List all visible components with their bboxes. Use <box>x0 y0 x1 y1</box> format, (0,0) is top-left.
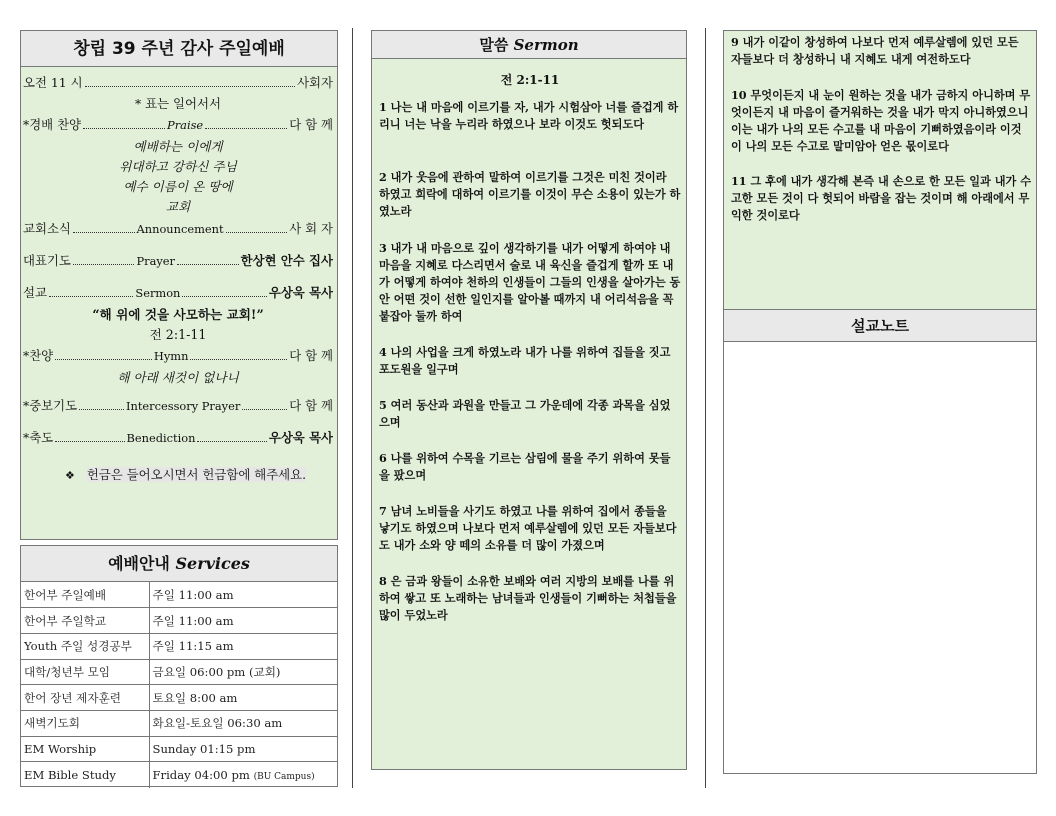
praise-song-4: 교회 <box>165 199 191 214</box>
benediction-label: *축도 <box>23 430 54 445</box>
table-row: 한어부 주일학교 주일 11:00 am <box>21 608 337 634</box>
announcement-leader: 사 회 자 <box>289 221 333 236</box>
prayer-leader: 한상현 안수 집사 <box>240 253 333 268</box>
sermon-reference: 전 2:1-11 <box>149 327 207 342</box>
services-title: 예배안내 Services <box>21 546 337 582</box>
verse: 4 나의 사업을 크게 하였노라 내가 나를 위하여 집들을 짓고 포도원을 일구며 <box>379 345 671 376</box>
verse: 9 내가 이같이 창성하여 나보다 먼저 예루살렘에 있던 모든 자들보다 더 창성하니 내 지혜도 내게 여전하도다 <box>731 35 1019 66</box>
praise-label: *경배 찬양 <box>23 117 82 132</box>
hymn-row <box>23 346 333 367</box>
sermon-notes-title: 설교노트 <box>723 310 1037 342</box>
verse: 7 남녀 노비들을 사기도 하였고 나를 위하여 집에서 종들을 낳기도 하였으며 나보다 먼저 예루살렘에 있던 모든 자들보다도 내가 소와 양 떼의 소유를 더 많이 가졌으며 <box>379 504 677 552</box>
praise-song-1: 예배하는 이에게 <box>133 139 223 154</box>
standing-note-row <box>23 94 333 115</box>
praise-song-3: 예수 이름이 온 땅에 <box>123 179 233 194</box>
passage-reference: 전 2:1-11 <box>500 73 560 87</box>
hymn-title: 해 아래 새것이 없나니 <box>117 370 239 385</box>
table-row: 한어부 주일예배 주일 11:00 am <box>21 582 337 608</box>
praise-song-2: 위대하고 강하신 주님 <box>119 159 237 174</box>
verse: 8 은 금과 왕들이 소유한 보배와 여러 지방의 보배를 나를 위하여 쌓고 또 노래하는 남녀들과 인생들이 기뻐하는 처첩들을 많이 두었노라 <box>379 574 677 622</box>
intercessory-label: *중보기도 <box>23 398 78 413</box>
hymn-leader: 다 함 께 <box>289 348 333 363</box>
benediction-english: Benediction <box>126 431 196 445</box>
hymn-english: Hymn <box>153 349 189 363</box>
sermon-preacher: 우상욱 목사 <box>268 285 333 300</box>
services-table <box>21 582 337 788</box>
sermon-notes-area[interactable] <box>723 342 1037 774</box>
sermon-row <box>23 283 333 304</box>
intercessory-english: Intercessory Prayer <box>126 399 241 413</box>
verse: 3 내가 내 마음으로 깊이 생각하기를 내가 어떻게 하여야 내 마음을 지혜로 다스리면서 술로 내 육신을 즐겁게 할까 또 내가 어떻게 하여야 천하의 인생들이 그들의 인생을 살아가는 동안 어떤 것이 선한 일인지를 알아볼 때까지 내 어리석음을 꼭 붙잡아 둘까 하여 <box>379 241 681 323</box>
verse: 11 그 후에 내가 생각해 본즉 내 손으로 한 모든 일과 내가 수고한 모든 것이 다 헛되어 바람을 잡는 것이며 해 아래에서 무익한 것이로다 <box>731 174 1032 222</box>
prayer-row <box>23 251 333 272</box>
intercessory-row <box>23 396 333 417</box>
verse: 2 내가 웃음에 관하여 말하여 이르기를 그것은 미친 것이라 하였고 희락에 대하여 이르기를 이것이 무슨 소용이 있는가 하였노라 <box>379 170 681 218</box>
announcement-english: Announcement <box>136 222 224 236</box>
column-divider-left <box>352 28 353 788</box>
service-time: 오전 11 시 <box>23 75 83 90</box>
intercessory-leader: 다 함 께 <box>289 398 333 413</box>
column-divider-right <box>705 28 706 788</box>
table-row: 새벽기도회 화요일-토요일 06:30 am <box>21 710 337 736</box>
diamond-bullet-icon: ❖ <box>65 469 75 482</box>
service-time-row <box>23 73 333 94</box>
announcement-row <box>23 219 333 240</box>
leader-dots <box>85 86 296 87</box>
praise-row <box>23 115 333 136</box>
sermon-title: “해 위에 것을 사모하는 교회!” <box>92 307 264 322</box>
verse: 5 여러 동산과 과원을 만들고 그 가운데에 각종 과목을 심었으며 <box>379 398 671 429</box>
sermon-heading: 말씀 Sermon <box>372 31 686 59</box>
prayer-label: 대표기도 <box>23 253 71 268</box>
benediction-leader: 우상욱 목사 <box>268 430 333 445</box>
table-row: EM Bible Study Friday 04:00 pm (BU Campus) <box>21 762 337 788</box>
prayer-english: Prayer <box>136 254 175 268</box>
verse: 1 나는 내 마음에 이르기를 자, 내가 시험삼아 너를 즐겁게 하리니 너는 낙을 누리라 하였으나 보라 이것도 헛되도다 <box>379 100 679 131</box>
sermon-label: 설교 <box>23 285 47 300</box>
announcement-label: 교회소식 <box>23 221 71 236</box>
verse: 10 무엇이든지 내 눈이 원하는 것을 내가 금하지 아니하며 무엇이든지 내 마음이 즐거워하는 것을 내가 막지 아니하였으니 이는 내가 나의 모든 수고를 내 마음이 기뻐하였음이라 이것이 나의 모든 수고로 말미암아 얻은 몫이로다 <box>731 88 1031 153</box>
table-row: Youth 주일 성경공부 주일 11:15 am <box>21 633 337 659</box>
sermon-passage-box <box>371 30 687 770</box>
services-box <box>20 545 338 787</box>
table-row: EM Worship Sunday 01:15 pm <box>21 736 337 762</box>
praise-leader: 다 함 께 <box>289 117 333 132</box>
table-row: 대학/청년부 모임 금요일 06:00 pm (교회) <box>21 659 337 685</box>
verse: 6 나를 위하여 수목을 기르는 삼림에 물을 주기 위하여 못들을 팠으며 <box>379 451 671 482</box>
order-title: 창립 39 주년 감사 주일예배 <box>21 31 337 67</box>
benediction-row <box>23 428 333 449</box>
hymn-label: *찬양 <box>23 348 54 363</box>
sermon-english: Sermon <box>135 286 181 300</box>
service-leader: 사회자 <box>297 75 333 90</box>
standing-note: * 표는 일어서서 <box>135 96 221 111</box>
praise-english: Praise <box>167 118 204 132</box>
order-of-worship <box>20 30 338 540</box>
offering-note <box>23 465 333 483</box>
table-row: 한어 장년 제자훈련 토요일 8:00 am <box>21 685 337 711</box>
offering-note-text: 헌금은 들어오시면서 헌금함에 해주세요. <box>86 467 307 482</box>
sermon-passage-continued <box>723 30 1037 310</box>
